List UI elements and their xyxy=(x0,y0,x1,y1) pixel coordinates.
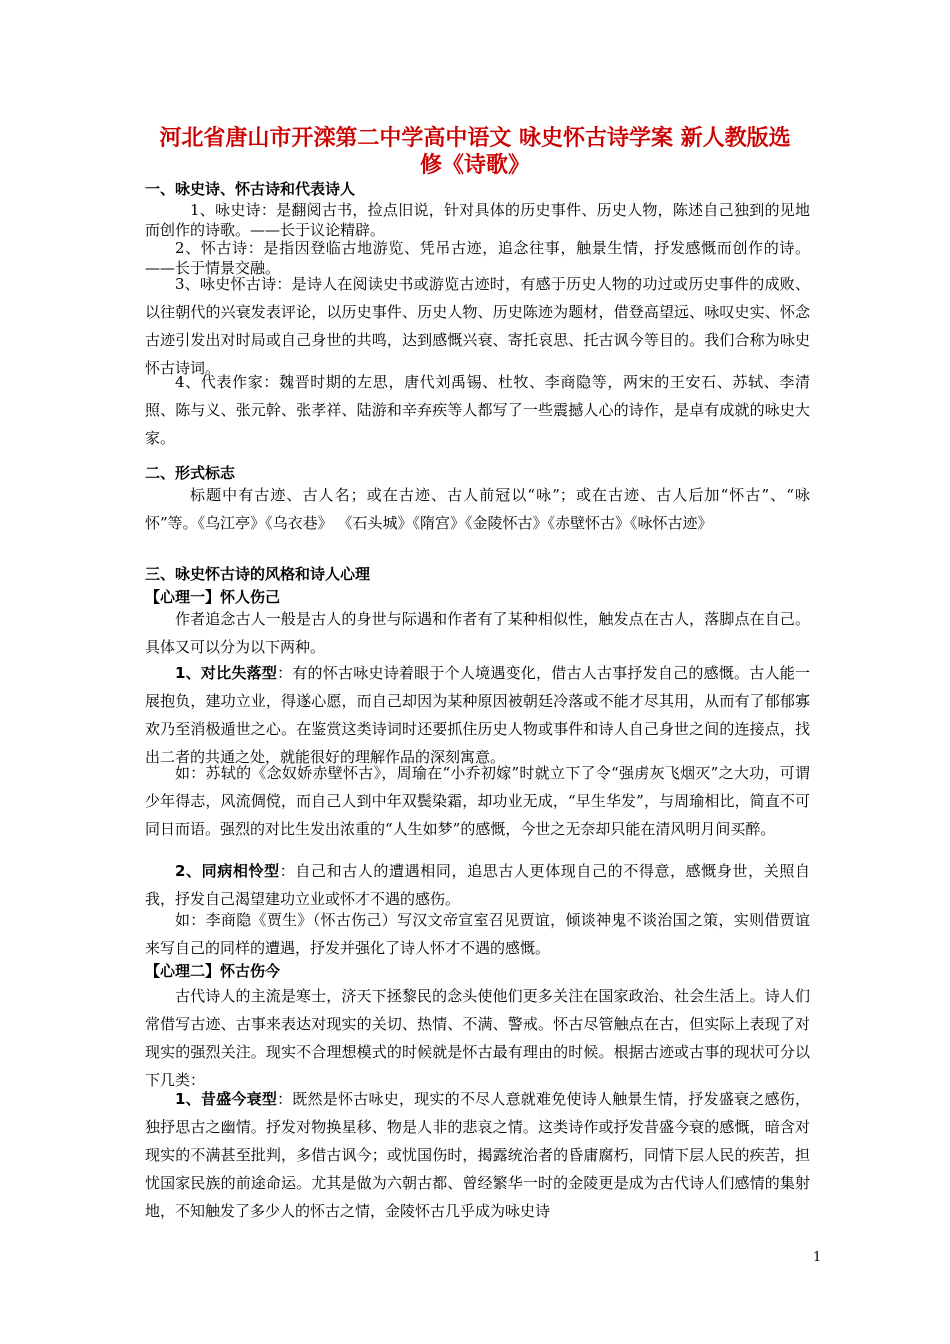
psy1-heading: 【心理一】怀人伤己 xyxy=(145,588,281,606)
psy1-intro: 作者追念古人一般是古人的身世与际遇和作者有了某种相似性，触发点在古人，落脚点在自己。具体又可以分为以下两种。 xyxy=(145,610,810,656)
section3-heading: 三、咏史怀古诗的风格和诗人心理 xyxy=(145,565,371,583)
type2-example: 如：李商隐《贾生》（怀古伤己）写汉文帝宣室召见贾谊，倾谈神鬼不谈治国之策，实则借贾谊来写自己的同样的遭遇，抒发并强化了诗人怀才不遇的感慨。 xyxy=(145,911,810,957)
type1-text: ：有的怀古咏史诗着眼于个人境遇变化，借古人古事抒发自己的感慨。古人能一展抱负，建功立业，得遂心愿，而自己却因为某种原因被朝廷冷落或不能才尽其用，从而有了郁郁寡欢乃至消极遁世之心。在鉴赏这类诗词时还要抓住历史人物或事件和诗人自己身世之间的连接点，找出二者的共通之处，就能很好的理解作品的深刻寓意。 xyxy=(145,664,810,766)
type2-paragraph xyxy=(145,857,810,913)
type3-text: ：既然是怀古咏史，现实的不尽人意就难免使诗人触景生情，抒发盛衰之感伤，独抒思古之幽情。抒发对物换星移、物是人非的悲哀之情。这类诗作或抒发昔盛今衰的感慨，暗含对现实的不满甚至批判，多借古讽今；或忧国伤时，揭露统治者的昏庸腐朽，同情下层人民的疾苦，担忧国家民族的前途命运。尤其是做为六朝古都、曾经繁华一时的金陵更是成为古代诗人们感情的集射地，不知触发了多少人的怀古之情，金陵怀古几乎成为咏史诗 xyxy=(145,1090,810,1220)
section1-p1: 1、咏史诗：是翻阅古书，捡点旧说，针对具体的历史事件、历史人物，陈述自己独到的见地而创作的诗歌。——长于议论精辟。 xyxy=(145,201,810,239)
section2-heading: 二、形式标志 xyxy=(145,464,236,482)
type1-paragraph xyxy=(145,659,810,771)
type1-example: 如：苏轼的《念奴娇赤壁怀古》，周瑜在“小乔初嫁”时就立下了令“强虏灰飞烟灭”之大功，可谓少年得志，风流倜傥，而自己人到中年双鬓染霜，却功业无成，“早生华发”，与周瑜相比，简直不可同日而语。强烈的对比生发出浓重的“人生如梦”的感慨，今世之无奈却只能在清风明月间买醉。 xyxy=(145,764,810,838)
page-number: 1 xyxy=(813,1250,822,1265)
section1-heading: 一、咏史诗、怀古诗和代表诗人 xyxy=(145,180,356,198)
section1-p2: 2、怀古诗：是指因登临古地游览、凭吊古迹，追念往事，触景生情，抒发感慨而创作的诗。——长于情景交融。 xyxy=(145,239,810,277)
doc-title-line2: 修《诗歌》 xyxy=(419,153,530,178)
psy2-heading: 【心理二】怀古伤今 xyxy=(145,962,281,980)
doc-title-line1: 河北省唐山市开滦第二中学高中语文 咏史怀古诗学案 新人教版选 xyxy=(159,126,791,151)
section2-p1: 标题中有古迹、古人名；或在古迹、古人前冠以“咏”；或在古迹、古人后加“怀古”、“咏怀”等。《乌江亭》《乌衣巷》 《石头城》《隋宫》《金陵怀古》《赤壁怀古》《咏怀古迹》 xyxy=(145,486,810,532)
type2-label: 2、同病相怜型 xyxy=(175,862,280,880)
type3-label: 1、昔盛今衰型 xyxy=(175,1090,278,1108)
type1-label: 1、对比失落型 xyxy=(175,664,278,682)
psy2-intro: 古代诗人的主流是寒士，济天下拯黎民的念头使他们更多关注在国家政治、社会生活上。诗人们常借写古迹、古事来表达对现实的关切、热情、不满、警戒。怀古尽管触点在古，但实际上表现了对现实的强烈关注。现实不合理想模式的时候就是怀古最有理由的时候。根据古迹或古事的现状可分以下几类： xyxy=(145,987,810,1089)
section1-p4: 4、代表作家：魏晋时期的左思，唐代刘禹锡、杜牧、李商隐等，两宋的王安石、苏轼、李清照、陈与义、张元幹、张孝祥、陆游和辛弃疾等人都写了一些震撼人心的诗作，是卓有成就的咏史大家。 xyxy=(145,373,810,447)
section1-p3: 3、咏史怀古诗：是诗人在阅读史书或游览古迹时，有感于历史人物的功过或历史事件的成败、以往朝代的兴衰发表评论，以历史事件、历史人物、历史陈迹为题材，借登高望远、咏叹史实、怀念古迹引发出对时局或自己身世的共鸣，达到感慨兴衰、寄托哀思、托古讽今等目的。我们合称为咏史怀古诗词。 xyxy=(145,275,810,377)
type2-text: ：自己和古人的遭遇相同，追思古人更体现自己的不得意，感慨身世，关照自我，抒发自己渴望建功立业或怀才不遇的感伤。 xyxy=(145,862,810,908)
type3-paragraph xyxy=(145,1085,810,1225)
